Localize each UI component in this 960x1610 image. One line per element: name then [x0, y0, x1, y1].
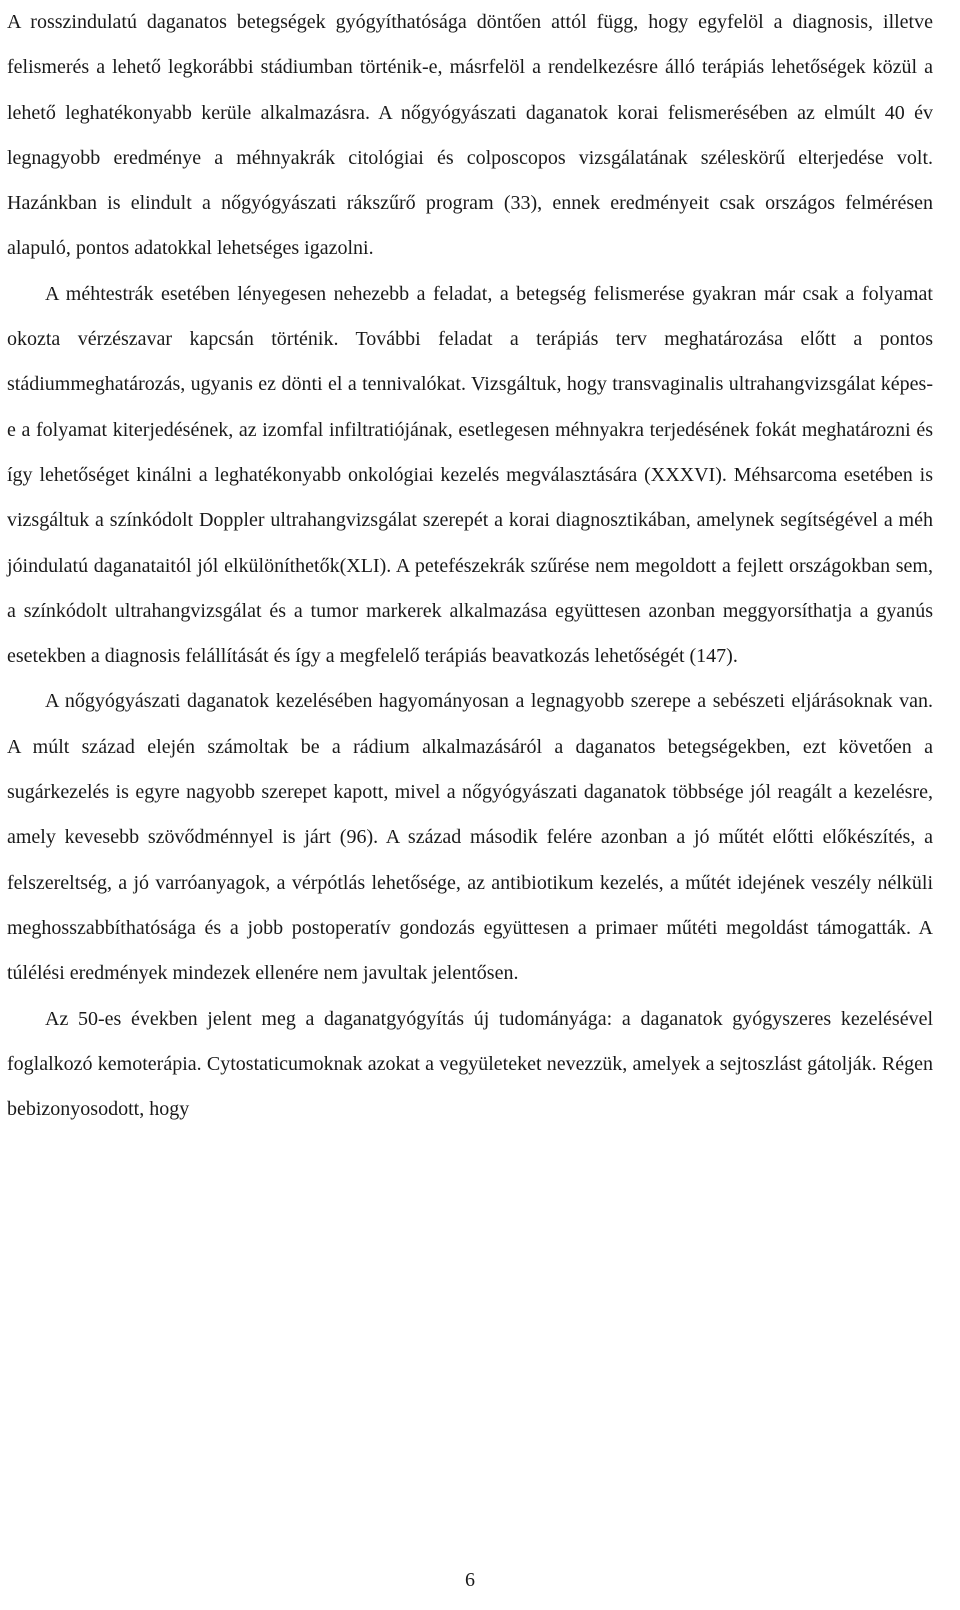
paragraph-2: A méhtestrák esetében lényegesen nehezebb a feladat, a betegség felismerése gyakran már csak a folyamat okozta vérzészavar kapcsán történik. További feladat a terápiás terv meghatározása előtt a pontos stádiummeghatározás, ugyanis ez dönti el a tennivalókat. Vizsgáltuk, hogy transvaginalis ultrahangvizsgálat képes-e a folyamat kiterjedésének, az izomfal infiltratiójának, esetlegesen méhnyakra terjedésének fokát meghatározni és így lehetőséget kinálni a leghatékonyabb onkológiai kezelés megválasztására (XXXVI). Méhsarcoma esetében is vizsgáltuk a színkódolt Doppler ultrahangvizsgálat szerepét a korai diagnosztikában, amelynek segítségével a méh jóindulatú daganataitól jól elkülöníthetők(XLI). A petefészekrák szűrése nem megoldott a fejlett országokban sem, a színkódolt ultrahangvizsgálat és a tumor markerek alkalmazása együttesen azonban meggyorsíthatja a gyanús esetekben a diagnosis felállítását és így a megfelelő terápiás beavatkozás lehetőségét (147). — [7, 282, 933, 668]
paragraph-1: A rosszindulatú daganatos betegségek gyógyíthatósága döntően attól függ, hogy egyfelöl a diagnosis, illetve felismerés a lehető legkorábbi stádiumban történik-e, másrfelöl a rendelkezésre álló terápiás lehetőségek közül a lehető leghatékonyabb kerüle alkalmazásra. A nőgyógyászati daganatok korai felismerésében az elmúlt 40 év legnagyobb eredménye a méhnyakrák citológiai és colposcopos vizsgálatának széleskörű elterjedése volt. Hazánkban is elindult a nőgyógyászati rákszűrő program (33), ennek eredményeit csak országos felmérésen alapuló, pontos adatokkal lehetséges igazolni. — [7, 11, 933, 260]
paragraph-4: Az 50-es években jelent meg a daganatgyógyítás új tudományága: a daganatok gyógyszeres kezelésével foglalkozó kemoterápia. Cytostaticumoknak azokat a vegyületeket nevezzük, amelyek a sejtoszlást gátolják. Régen bebizonyosodott, hogy — [7, 1007, 933, 1121]
document-page — [7, 0, 933, 1132]
paragraph-3: A nőgyógyászati daganatok kezelésében hagyományosan a legnagyobb szerepe a sebészeti eljárásoknak van. A múlt század elején számoltak be a rádium alkalmazásáról a daganatos betegségekben, ezt követően a sugárkezelés is egyre nagyobb szerepet kapott, mivel a nőgyógyászati daganatok többsége jól reagált a kezelésre, amely kevesebb szövődménnyel is járt (96). A század második felére azonban a jó műtét előtti előkészítés, a felszereltség, a jó varróanyagok, a vérpótlás lehetősége, az antibiotikum kezelés, a műtét idejének veszély nélküli meghosszabbíthatósága és a jobb postoperatív gondozás együttesen a primaer műtéti megoldást támogatták. A túlélési eredmények mindezek ellenére nem javultak jelentősen. — [7, 690, 933, 985]
page-number: 6 — [465, 1569, 475, 1591]
